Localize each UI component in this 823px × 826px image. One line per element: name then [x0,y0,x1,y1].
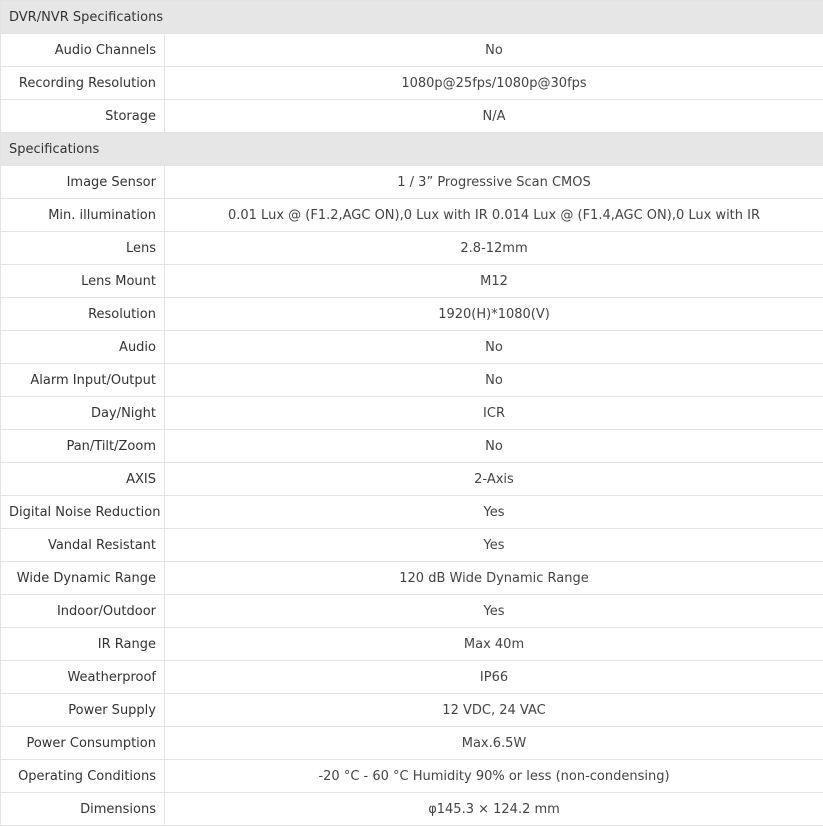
spec-value: No [165,34,823,67]
spec-row [1,463,823,496]
spec-row [1,562,823,595]
spec-value: No [165,364,823,397]
spec-label: IR Range [1,628,165,661]
spec-label: Digital Noise Reduction [1,496,165,529]
section-header-specifications [1,133,823,166]
spec-value: No [165,430,823,463]
spec-value: 1 / 3” Progressive Scan CMOS [165,166,823,199]
spec-row [1,529,823,562]
spec-row [1,430,823,463]
spec-label: Min. illumination [1,199,165,232]
spec-value: Max.6.5W [165,727,823,760]
spec-label: Audio [1,331,165,364]
spec-row [1,34,823,67]
spec-row [1,100,823,133]
spec-value: 2.8-12mm [165,232,823,265]
spec-row [1,793,823,826]
spec-row [1,628,823,661]
spec-row [1,397,823,430]
spec-value: -20 °C - 60 °C Humidity 90% or less (non-condensing) [165,760,823,793]
spec-label: Vandal Resistant [1,529,165,562]
spec-label: Weatherproof [1,661,165,694]
spec-value: 120 dB Wide Dynamic Range [165,562,823,595]
spec-row [1,694,823,727]
spec-value: 1080p@25fps/1080p@30fps [165,67,823,100]
spec-row [1,595,823,628]
spec-row [1,364,823,397]
spec-label: Storage [1,100,165,133]
spec-label: Power Supply [1,694,165,727]
spec-label: Lens [1,232,165,265]
spec-value: 12 VDC, 24 VAC [165,694,823,727]
spec-value: 0.01 Lux @ (F1.2,AGC ON),0 Lux with IR 0.014 Lux @ (F1.4,AGC ON),0 Lux with IR [165,199,823,232]
spec-label: Indoor/Outdoor [1,595,165,628]
spec-label: Resolution [1,298,165,331]
spec-value: ICR [165,397,823,430]
spec-value: Yes [165,496,823,529]
spec-row [1,760,823,793]
spec-row [1,727,823,760]
section-title: DVR/NVR Specifications [1,1,823,34]
spec-label: Recording Resolution [1,67,165,100]
spec-label: Operating Conditions [1,760,165,793]
spec-table-body [1,1,823,826]
spec-label: Dimensions [1,793,165,826]
spec-row [1,199,823,232]
section-title: Specifications [1,133,823,166]
spec-value: Yes [165,529,823,562]
spec-value: N/A [165,100,823,133]
spec-value: 1920(H)*1080(V) [165,298,823,331]
spec-label: Power Consumption [1,727,165,760]
spec-label: Wide Dynamic Range [1,562,165,595]
spec-value: φ145.3 × 124.2 mm [165,793,823,826]
spec-value: Yes [165,595,823,628]
spec-value: M12 [165,265,823,298]
spec-row [1,661,823,694]
spec-label: AXIS [1,463,165,496]
spec-label: Lens Mount [1,265,165,298]
spec-row [1,67,823,100]
spec-label: Pan/Tilt/Zoom [1,430,165,463]
spec-value: No [165,331,823,364]
spec-row [1,496,823,529]
spec-row [1,166,823,199]
spec-value: IP66 [165,661,823,694]
spec-label: Image Sensor [1,166,165,199]
spec-row [1,298,823,331]
spec-label: Alarm Input/Output [1,364,165,397]
spec-row [1,232,823,265]
spec-row [1,265,823,298]
spec-value: 2-Axis [165,463,823,496]
section-header-dvr-nvr [1,1,823,34]
spec-value: Max 40m [165,628,823,661]
spec-row [1,331,823,364]
spec-label: Audio Channels [1,34,165,67]
spec-label: Day/Night [1,397,165,430]
